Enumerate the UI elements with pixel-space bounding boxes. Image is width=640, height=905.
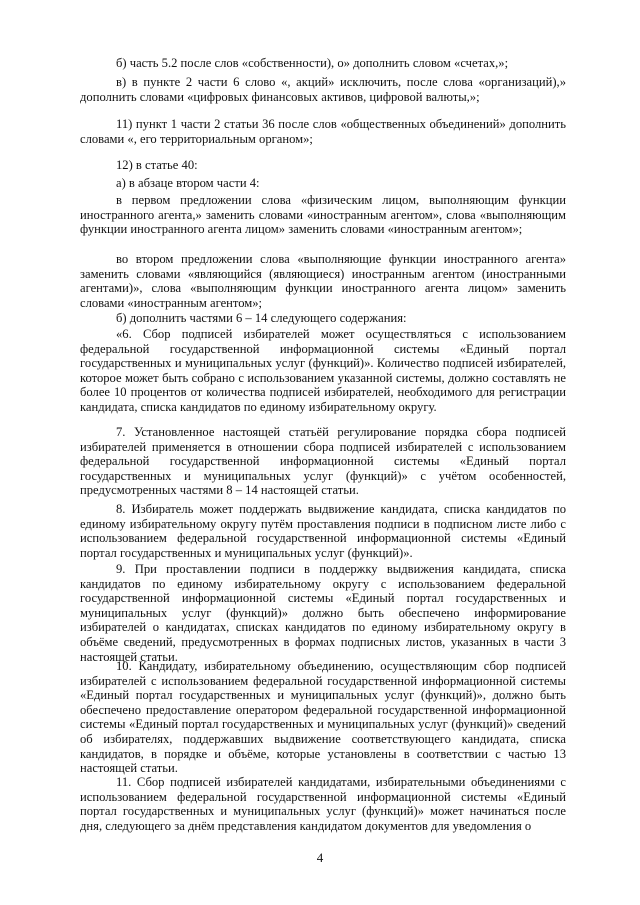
paragraph-11: 8. Избиратель может поддержать выдвижение кандидата, списка кандидатов по единому избирательному округу путём проставления подписи в подписном листе либо с использованием федеральной государственной информационной системы «Единый портал государственных и муниципальных услуг (функций)».: [80, 502, 566, 560]
paragraph-3: 11) пункт 1 части 2 статьи 36 после слов «общественных объединений» дополнить словами «, его территориальным органом»;: [80, 117, 566, 146]
paragraph-6: в первом предложении слова «физическим лицом, выполняющим функции иностранного агента,» заменить словами «иностранным агентом», слова «выполняющим функции иностранного агента лицом» заменить словами «иностранным агентом»;: [80, 193, 566, 237]
paragraph-8: б) дополнить частями 6 – 14 следующего содержания:: [116, 311, 407, 325]
paragraph-5: а) в абзаце втором части 4:: [116, 176, 260, 190]
paragraph-1: б) часть 5.2 после слов «собственности), о» дополнить словом «счетах,»;: [116, 56, 509, 70]
paragraph-4: 12) в статье 40:: [116, 158, 198, 172]
paragraph-7: во втором предложении слова «выполняющие функции иностранного агента» заменить словами «являющийся (являющиеся) иностранным агентом (иностранными агентами)», слова «выполняющим функции иностранного агента лицом» заменить словами «иностранным агентом»;: [80, 252, 566, 310]
page-number: 4: [316, 850, 324, 865]
paragraph-10: 7. Установленное настоящей статьёй регулирование порядка сбора подписей избирателей применяется в отношении сбора подписей избирателей с использованием федеральной государственной информационной системы «Единый портал государственных и муниципальных услуг (функций)» с учётом особенностей, предусмотренных частями 8 – 14 настоящей статьи.: [80, 425, 566, 498]
paragraph-14: 11. Сбор подписей избирателей кандидатами, избирательными объединениями с использованием федеральной государственной информационной системы «Единый портал государственных и муниципальных услуг (функций)» может начинаться после дня, следующего за днём представления кандидатом документов для уведомления о: [80, 775, 566, 833]
paragraph-2: в) в пункте 2 части 6 слово «, акций» исключить, после слова «организаций),» дополнить словами «цифровых финансовых активов, цифровой валюты,»;: [80, 75, 566, 104]
paragraph-13: 10. Кандидату, избирательному объединению, осуществляющим сбор подписей избирателей с использованием федеральной государственной информационной системы «Единый портал государственных и муниципальных услуг (функций)», должно быть обеспечено предоставление оператором федеральной государственной информационной системы «Единый портал государственных и муниципальных услуг (функций)» сведений об избирателях, поддержавших выдвижение соответствующего кандидата, списка кандидатов, в порядке и объёме, которые установлены в соответствии с частью 13 настоящей статьи.: [80, 659, 566, 776]
paragraph-12: 9. При проставлении подписи в поддержку выдвижения кандидата, списка кандидатов по единому избирательному округу с использованием федеральной государственной информационной системы «Единый портал государственных и муниципальных услуг (функций)» должно быть обеспечено информирование избирателей о кандидатах, списках кандидатов по единому избирательному округу в объёме сведений, предусмотренных в формах подписных листов, указанных в части 3 настоящей статьи.: [80, 562, 566, 664]
paragraph-9: «6. Сбор подписей избирателей может осуществляться с использованием федеральной государственной информационной системы «Единый портал государственных и муниципальных услуг (функций)». Количество подписей избирателей, которое может быть собрано с использованием указанной системы, должно составлять не более 10 процентов от количества подписей избирателей, необходимого для регистрации кандидата, списка кандидатов по единому избирательному округу.: [80, 327, 566, 414]
